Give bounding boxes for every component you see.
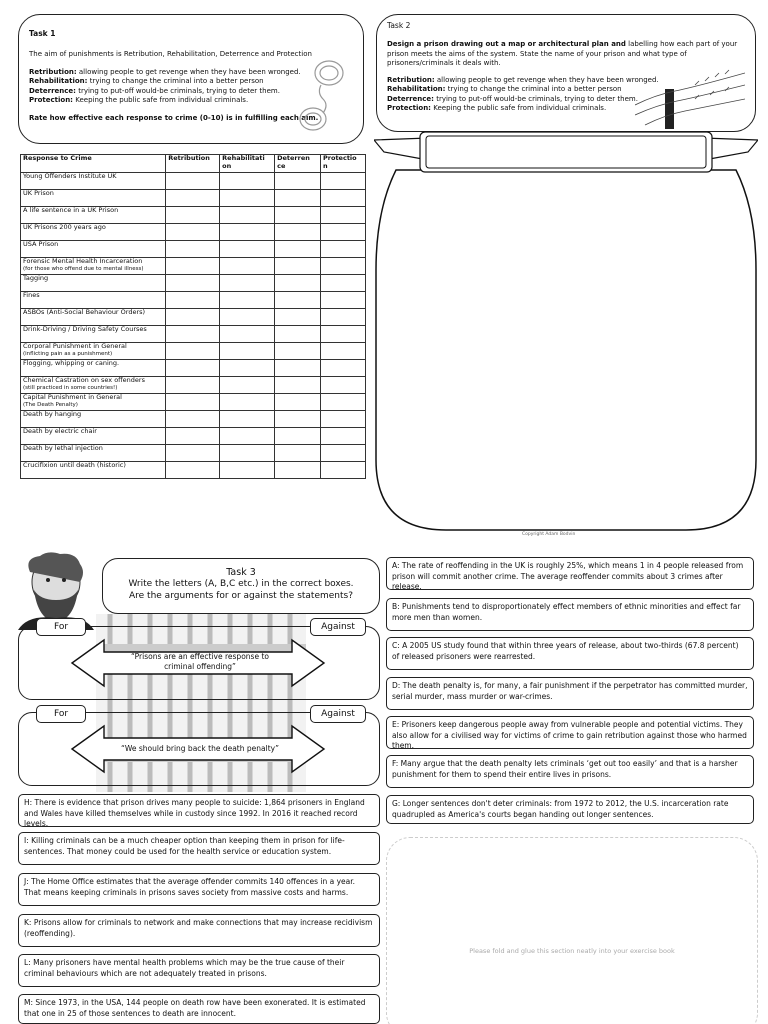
statement-card-m: M: Since 1973, in the USA, 144 people on death row have been exonerated. It is estimated that one in 25 of those sentences to death are innocent. [18, 994, 380, 1024]
rating-cell-retribution[interactable] [166, 241, 220, 258]
task1-retribution: Retribution: allowing people to get revenge when they have been wronged. [29, 67, 301, 76]
rating-cell-rehabilitation[interactable] [220, 258, 275, 275]
rating-cell-protection[interactable] [321, 411, 366, 428]
rating-cell-retribution[interactable] [166, 258, 220, 275]
rating-cell-rehabilitation[interactable] [220, 360, 275, 377]
table-row [21, 309, 366, 326]
fold-instruction: Please fold and glue this section neatly into your exercise book [469, 947, 675, 955]
task3-title: Task 3 [226, 567, 256, 578]
task2-protection: Protection: Keeping the public safe from individual criminals. [387, 104, 607, 112]
rating-cell-rehabilitation[interactable] [220, 428, 275, 445]
statement-card-d: D: The death penalty is, for many, a fair punishment if the perpetrator has committed murder, serial murder, mass murder or war-crimes. [386, 677, 754, 710]
rating-cell-retribution[interactable] [166, 428, 220, 445]
rating-cell-rehabilitation[interactable] [220, 411, 275, 428]
rating-cell-rehabilitation[interactable] [220, 190, 275, 207]
rating-cell-deterrence[interactable] [275, 258, 321, 275]
rating-cell-rehabilitation[interactable] [220, 309, 275, 326]
response-name-cell: UK Prisons 200 years ago [21, 224, 166, 241]
rating-cell-retribution[interactable] [166, 445, 220, 462]
statement-card-l: L: Many prisoners have mental health problems which may be the true cause of their criminal behaviours which are not adequately treated in prisons. [18, 954, 380, 987]
rating-cell-protection[interactable] [321, 428, 366, 445]
rating-cell-protection[interactable] [321, 275, 366, 292]
rating-cell-deterrence[interactable] [275, 428, 321, 445]
rating-cell-protection[interactable] [321, 309, 366, 326]
rating-cell-deterrence[interactable] [275, 190, 321, 207]
response-name-cell: Capital Punishment in General (The Death Penalty) [21, 394, 166, 411]
rating-cell-protection[interactable] [321, 190, 366, 207]
rating-cell-protection[interactable] [321, 292, 366, 309]
rating-cell-rehabilitation[interactable] [220, 207, 275, 224]
task1-panel [18, 14, 364, 144]
rating-cell-deterrence[interactable] [275, 275, 321, 292]
rating-cell-deterrence[interactable] [275, 207, 321, 224]
rating-cell-rehabilitation[interactable] [220, 343, 275, 360]
table-row [21, 292, 366, 309]
task2-title: Task 2 [387, 21, 411, 30]
response-rating-table [20, 154, 366, 479]
rating-cell-retribution[interactable] [166, 377, 220, 394]
table-row [21, 445, 366, 462]
response-name-cell: Forensic Mental Health Incarceration (for those who offend due to mental illness) [21, 258, 166, 275]
copyright-note: Copyright Adam Bodvin [522, 532, 576, 537]
rating-cell-deterrence[interactable] [275, 360, 321, 377]
statement-card-e: E: Prisoners keep dangerous people away from vulnerable people and potential victims. They also allow for a civilised way for victims of crime to gain retribution against those who harmed them. [386, 716, 754, 749]
rating-cell-retribution[interactable] [166, 224, 220, 241]
response-name-cell: Drink-Driving / Driving Safety Courses [21, 326, 166, 343]
table-row [21, 190, 366, 207]
response-name-cell: Corporal Punishment in General (inflicting pain as a punishment) [21, 343, 166, 360]
task1-rehabilitation: Rehabilitation: trying to change the criminal into a better person [29, 77, 264, 85]
statement-card-i: I: Killing criminals can be a much cheaper option than keeping them in prison for life-sentences. That money could be used for the health service or education system. [18, 832, 380, 865]
fold-glue-area [386, 837, 758, 1024]
task1-intro: The aim of punishments is Retribution, Rehabilitation, Deterrence and Protection [29, 50, 312, 58]
barbed-wire-fence-icon [635, 65, 745, 129]
table-row [21, 326, 366, 343]
statement-card-j: J: The Home Office estimates that the average offender commits 140 offences in a year. That means keeping criminals in prisons saves society from massive costs and harms. [18, 873, 380, 906]
task1-instruction: Rate how effective each response to crime (0-10) is in fulfilling each aim. [29, 113, 319, 122]
response-name-cell: A life sentence in a UK Prison [21, 207, 166, 224]
rating-cell-retribution[interactable] [166, 343, 220, 360]
prison-design-area[interactable] [374, 130, 758, 540]
table-row [21, 360, 366, 377]
statement-card-k: K: Prisons allow for criminals to network and make connections that may increase recidivism (reoffending). [18, 914, 380, 947]
task1-protection: Protection: Keeping the public safe from individual criminals. [29, 96, 249, 104]
statement-card-g: G: Longer sentences don't deter criminals: from 1972 to 2012, the U.S. incarceration rate quadrupled as America's courts began handing out longer sentences. [386, 795, 754, 824]
rating-cell-protection[interactable] [321, 462, 366, 479]
table-row [21, 428, 366, 445]
rating-cell-rehabilitation[interactable] [220, 275, 275, 292]
rating-cell-protection[interactable] [321, 258, 366, 275]
rating-cell-retribution[interactable] [166, 326, 220, 343]
table-row [21, 241, 366, 258]
table-row [21, 394, 366, 411]
rating-cell-rehabilitation[interactable] [220, 462, 275, 479]
table-row [21, 207, 366, 224]
table-row [21, 224, 366, 241]
rating-cell-deterrence[interactable] [275, 377, 321, 394]
statement-card-b: B: Punishments tend to disproportionately effect members of ethnic minorities and effect far more men than women. [386, 598, 754, 631]
table-row [21, 411, 366, 428]
for-label: For [36, 618, 86, 636]
rating-cell-protection[interactable] [321, 360, 366, 377]
rating-cell-rehabilitation[interactable] [220, 377, 275, 394]
rating-cell-deterrence[interactable] [275, 309, 321, 326]
against-label: Against [310, 705, 366, 723]
rating-cell-retribution[interactable] [166, 394, 220, 411]
response-name-cell: Chemical Castration on sex offenders (still practiced in some countries!) [21, 377, 166, 394]
rating-cell-retribution[interactable] [166, 360, 220, 377]
task2-rehabilitation: Rehabilitation: trying to change the criminal into a better person [387, 85, 622, 93]
rating-cell-deterrence[interactable] [275, 224, 321, 241]
task1-title: Task 1 [29, 29, 56, 38]
statement-card-c: C: A 2005 US study found that within three years of release, about two-thirds (67.8 percent) of released prisoners were rearrested. [386, 637, 754, 670]
response-name-cell: Fines [21, 292, 166, 309]
rating-cell-retribution[interactable] [166, 292, 220, 309]
rating-cell-deterrence[interactable] [275, 462, 321, 479]
task2-retribution: Retribution: allowing people to get revenge when they have been wronged. [387, 75, 659, 84]
rating-cell-rehabilitation[interactable] [220, 224, 275, 241]
task2-deterrence: Deterrence: trying to put-off would-be criminals, trying to deter them. [387, 94, 638, 103]
task3-speech-panel [102, 558, 380, 614]
response-name-cell: Death by lethal injection [21, 445, 166, 462]
statement-prisons-effective: “Prisons are an effective response to criminal offending” [131, 652, 269, 671]
rating-cell-retribution[interactable] [166, 275, 220, 292]
rating-cell-deterrence[interactable] [275, 292, 321, 309]
rating-cell-retribution[interactable] [166, 309, 220, 326]
response-name-cell: Flogging, whipping or caning. [21, 360, 166, 377]
rating-cell-protection[interactable] [321, 207, 366, 224]
rating-cell-protection[interactable] [321, 241, 366, 258]
table-row [21, 462, 366, 479]
col-header-rehabilitation: Rehabilitati on [220, 155, 275, 173]
statement-card-h: H: There is evidence that prison drives many people to suicide: 1,864 prisoners in England and Wales have killed themselves while in custody since 1992. In 2016 it reached record levels. [18, 794, 380, 827]
rating-cell-retribution[interactable] [166, 411, 220, 428]
rating-cell-deterrence[interactable] [275, 411, 321, 428]
for-label: For [36, 705, 86, 723]
statement-death-penalty: “We should bring back the death penalty” [121, 744, 279, 753]
rating-cell-protection[interactable] [321, 224, 366, 241]
statement-card-f: F: Many argue that the death penalty lets criminals ‘get out too easily’ and that is a harsher punishment for them to spend their entire lives in prisons. [386, 755, 754, 788]
rating-cell-retribution[interactable] [166, 190, 220, 207]
statement-card-a: A: The rate of reoffending in the UK is roughly 25%, which means 1 in 4 people released from prison will commit another crime. The average reoffender commits about 3 crimes after release. [386, 557, 754, 590]
handcuffs-icon [291, 55, 355, 135]
rating-cell-deterrence[interactable] [275, 343, 321, 360]
rating-cell-rehabilitation[interactable] [220, 292, 275, 309]
rating-cell-rehabilitation[interactable] [220, 326, 275, 343]
rating-cell-protection[interactable] [321, 377, 366, 394]
rating-cell-rehabilitation[interactable] [220, 394, 275, 411]
response-name-cell: USA Prison [21, 241, 166, 258]
response-name-cell: Death by electric chair [21, 428, 166, 445]
table-row [21, 173, 366, 190]
task2-instruction: Design a prison drawing out a map or architectural plan and labelling how each part of your prison meets the aims of the system. State the name of your prison and what type of prisoners/criminals it deals with. [387, 40, 738, 67]
rating-cell-protection[interactable] [321, 394, 366, 411]
col-header-deterrence: Deterren ce [275, 155, 321, 173]
rating-cell-deterrence[interactable] [275, 445, 321, 462]
rating-cell-rehabilitation[interactable] [220, 241, 275, 258]
response-name-cell: UK Prison [21, 190, 166, 207]
col-header-retribution: Retribution [166, 155, 220, 173]
rating-cell-rehabilitation[interactable] [220, 445, 275, 462]
rating-cell-deterrence[interactable] [275, 326, 321, 343]
rating-cell-deterrence[interactable] [275, 394, 321, 411]
rating-cell-protection[interactable] [321, 173, 366, 190]
rating-cell-retribution[interactable] [166, 462, 220, 479]
response-name-cell: Death by hanging [21, 411, 166, 428]
rating-cell-retribution[interactable] [166, 207, 220, 224]
table-row [21, 343, 366, 360]
rating-cell-deterrence[interactable] [275, 241, 321, 258]
table-row [21, 258, 366, 275]
rating-cell-retribution[interactable] [166, 173, 220, 190]
col-header-response: Response to Crime [21, 155, 166, 173]
table-row [21, 377, 366, 394]
rating-cell-rehabilitation[interactable] [220, 173, 275, 190]
task1-deterrence: Deterrence: trying to put-off would-be criminals, trying to deter them. [29, 86, 280, 95]
task3-line2: Are the arguments for or against the statements? [128, 591, 353, 601]
task2-panel [376, 14, 756, 132]
col-header-protection: Protectio n [321, 155, 366, 173]
rating-cell-deterrence[interactable] [275, 173, 321, 190]
rating-cell-protection[interactable] [321, 326, 366, 343]
response-name-cell: Young Offenders Institute UK [21, 173, 166, 190]
response-name-cell: Crucifixion until death (historic) [21, 462, 166, 479]
rating-cell-protection[interactable] [321, 343, 366, 360]
rating-cell-protection[interactable] [321, 445, 366, 462]
table-row [21, 275, 366, 292]
table-header-row [21, 155, 366, 173]
task3-line1: Write the letters (A, B,C etc.) in the correct boxes. [128, 579, 354, 589]
response-name-cell: ASBOs (Anti-Social Behaviour Orders) [21, 309, 166, 326]
response-name-cell: Tagging [21, 275, 166, 292]
against-label: Against [310, 618, 366, 636]
